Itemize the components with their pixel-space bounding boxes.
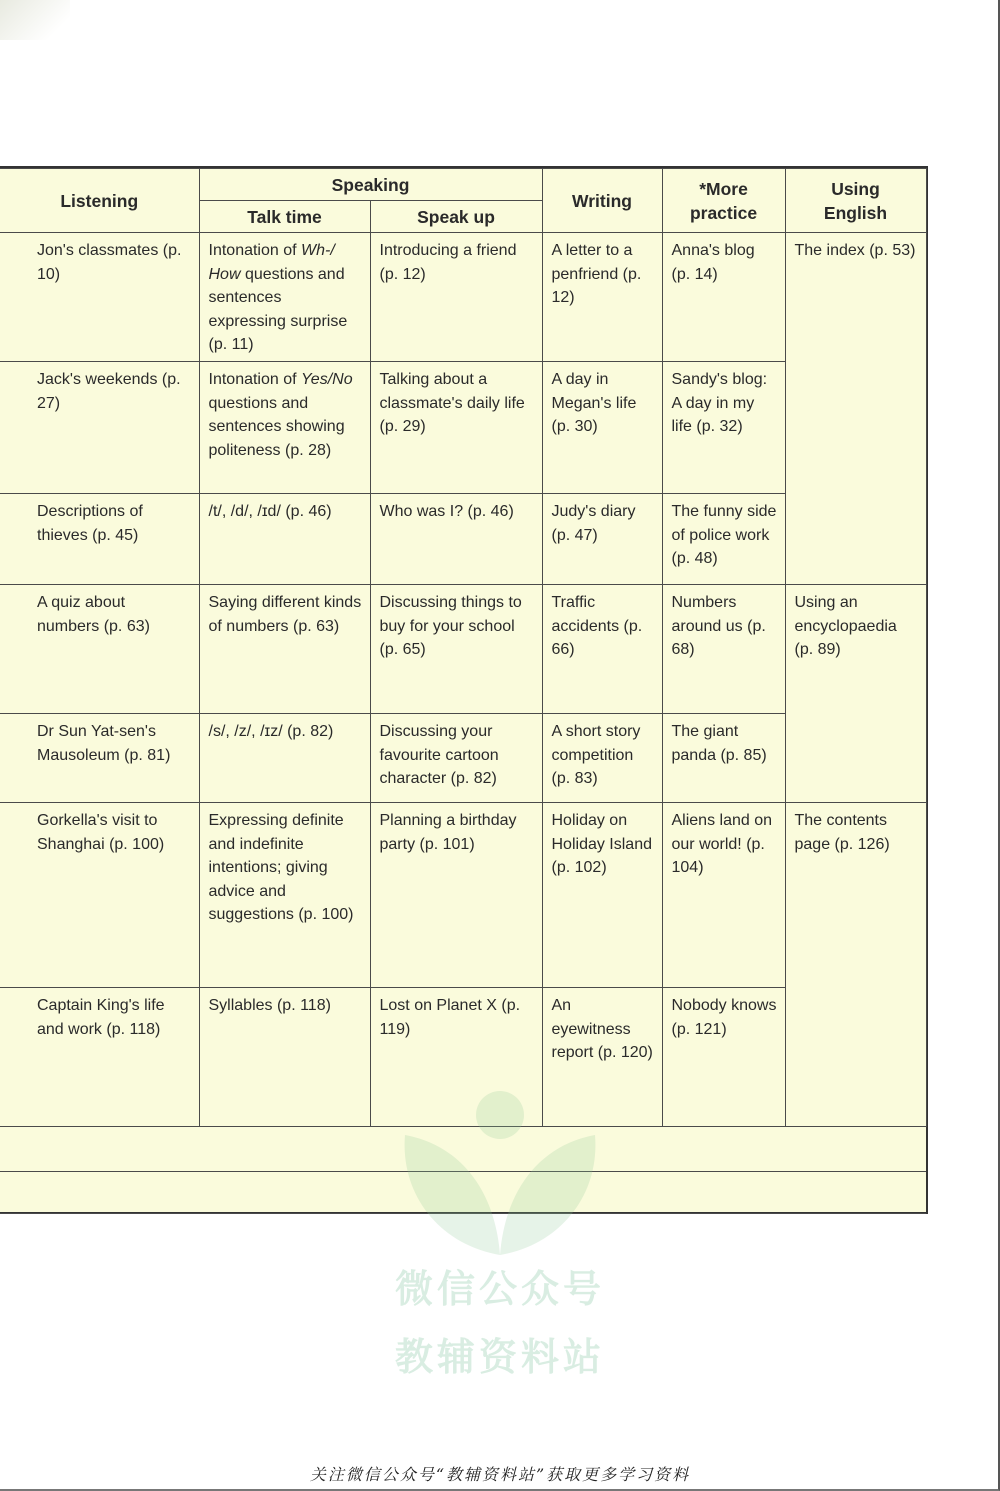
talk-time-cell: Syllables (p. 118): [199, 988, 370, 1127]
speak-up-cell: Talking about a classmate's daily life (p. 29): [370, 362, 542, 494]
listening-cell: Dr Sun Yat-sen's Mausoleum (p. 81): [0, 714, 199, 803]
speak-up-cell: Discussing things to buy for your school (p. 65): [370, 585, 542, 714]
more-practice-cell: Sandy's blog: A day in my life (p. 32): [662, 362, 785, 494]
empty-row: [0, 1172, 926, 1214]
using-english-cell: The index (p. 53): [785, 233, 926, 585]
talk-time-cell: /t/, /d/, /ɪd/ (p. 46): [199, 494, 370, 585]
header-writing: Writing: [542, 169, 662, 233]
footer-note: 关注微信公众号“教辅资料站”获取更多学习资料: [309, 1465, 691, 1484]
using-english-cell: Using an encyclopaedia (p. 89): [785, 585, 926, 803]
writing-cell: A short story competition (p. 83): [542, 714, 662, 803]
speak-up-cell: Who was I? (p. 46): [370, 494, 542, 585]
more-practice-cell: Anna's blog (p. 14): [662, 233, 785, 362]
empty-cell: [0, 1172, 926, 1214]
empty-cell: [0, 1127, 926, 1172]
skills-table: [0, 168, 927, 1214]
listening-cell: A quiz about numbers (p. 63): [0, 585, 199, 714]
talk-time-cell: [199, 233, 370, 362]
writing-cell: Traffic accidents (p. 66): [542, 585, 662, 714]
header-using-english: Using English: [785, 169, 926, 233]
using-english-cell: The contents page (p. 126): [785, 803, 926, 1127]
writing-cell: A letter to a penfriend (p. 12): [542, 233, 662, 362]
writing-cell: A day in Megan's life (p. 30): [542, 362, 662, 494]
talk-time-cell: [199, 362, 370, 494]
scan-shadow: [0, 0, 70, 40]
talk-time-text: Intonation of: [208, 371, 302, 388]
table-row: [0, 233, 926, 362]
table-row: [0, 803, 926, 988]
talk-time-cell: /s/, /z/, /ɪz/ (p. 82): [199, 714, 370, 803]
speak-up-cell: Discussing your favourite cartoon character (p. 82): [370, 714, 542, 803]
header-speaking: Speaking: [199, 169, 542, 201]
listening-cell: Descriptions of thieves (p. 45): [0, 494, 199, 585]
more-practice-cell: Numbers around us (p. 68): [662, 585, 785, 714]
talk-time-text: questions and sentences expressing surprise (p. 11): [208, 265, 348, 353]
listening-cell: Captain King's life and work (p. 118): [0, 988, 199, 1127]
listening-cell: Jon's classmates (p. 10): [0, 233, 199, 362]
speak-up-cell: Planning a birthday party (p. 101): [370, 803, 542, 988]
talk-time-emphasis: Yes/No: [301, 371, 353, 388]
listening-cell: Jack's weekends (p. 27): [0, 362, 199, 494]
header-listening: Listening: [0, 169, 199, 233]
writing-cell: Judy's diary (p. 47): [542, 494, 662, 585]
empty-row: [0, 1127, 926, 1172]
writing-cell: Holiday on Holiday Island (p. 102): [542, 803, 662, 988]
header-talk-time: Talk time: [199, 201, 370, 233]
watermark-text: 教辅资料站: [394, 1335, 605, 1379]
header-speak-up: Speak up: [370, 201, 542, 233]
more-practice-cell: Nobody knows (p. 121): [662, 988, 785, 1127]
speak-up-cell: Introducing a friend (p. 12): [370, 233, 542, 362]
table-row: [0, 585, 926, 714]
talk-time-cell: Expressing definite and indefinite intentions; giving advice and suggestions (p. 100): [199, 803, 370, 988]
header-more-practice: *More practice: [662, 169, 785, 233]
talk-time-text: questions and sentences showing politeness (p. 28): [208, 394, 345, 459]
more-practice-cell: The funny side of police work (p. 48): [662, 494, 785, 585]
talk-time-emphasis: Wh-/ How: [208, 242, 335, 283]
talk-time-cell: Saying different kinds of numbers (p. 63): [199, 585, 370, 714]
more-practice-cell: The giant panda (p. 85): [662, 714, 785, 803]
writing-cell: An eyewitness report (p. 120): [542, 988, 662, 1127]
talk-time-text: Intonation of: [208, 242, 302, 259]
watermark-text: 微信公众号: [394, 1267, 605, 1311]
more-practice-cell: Aliens land on our world! (p. 104): [662, 803, 785, 988]
speak-up-cell: Lost on Planet X (p. 119): [370, 988, 542, 1127]
listening-cell: Gorkella's visit to Shanghai (p. 100): [0, 803, 199, 988]
